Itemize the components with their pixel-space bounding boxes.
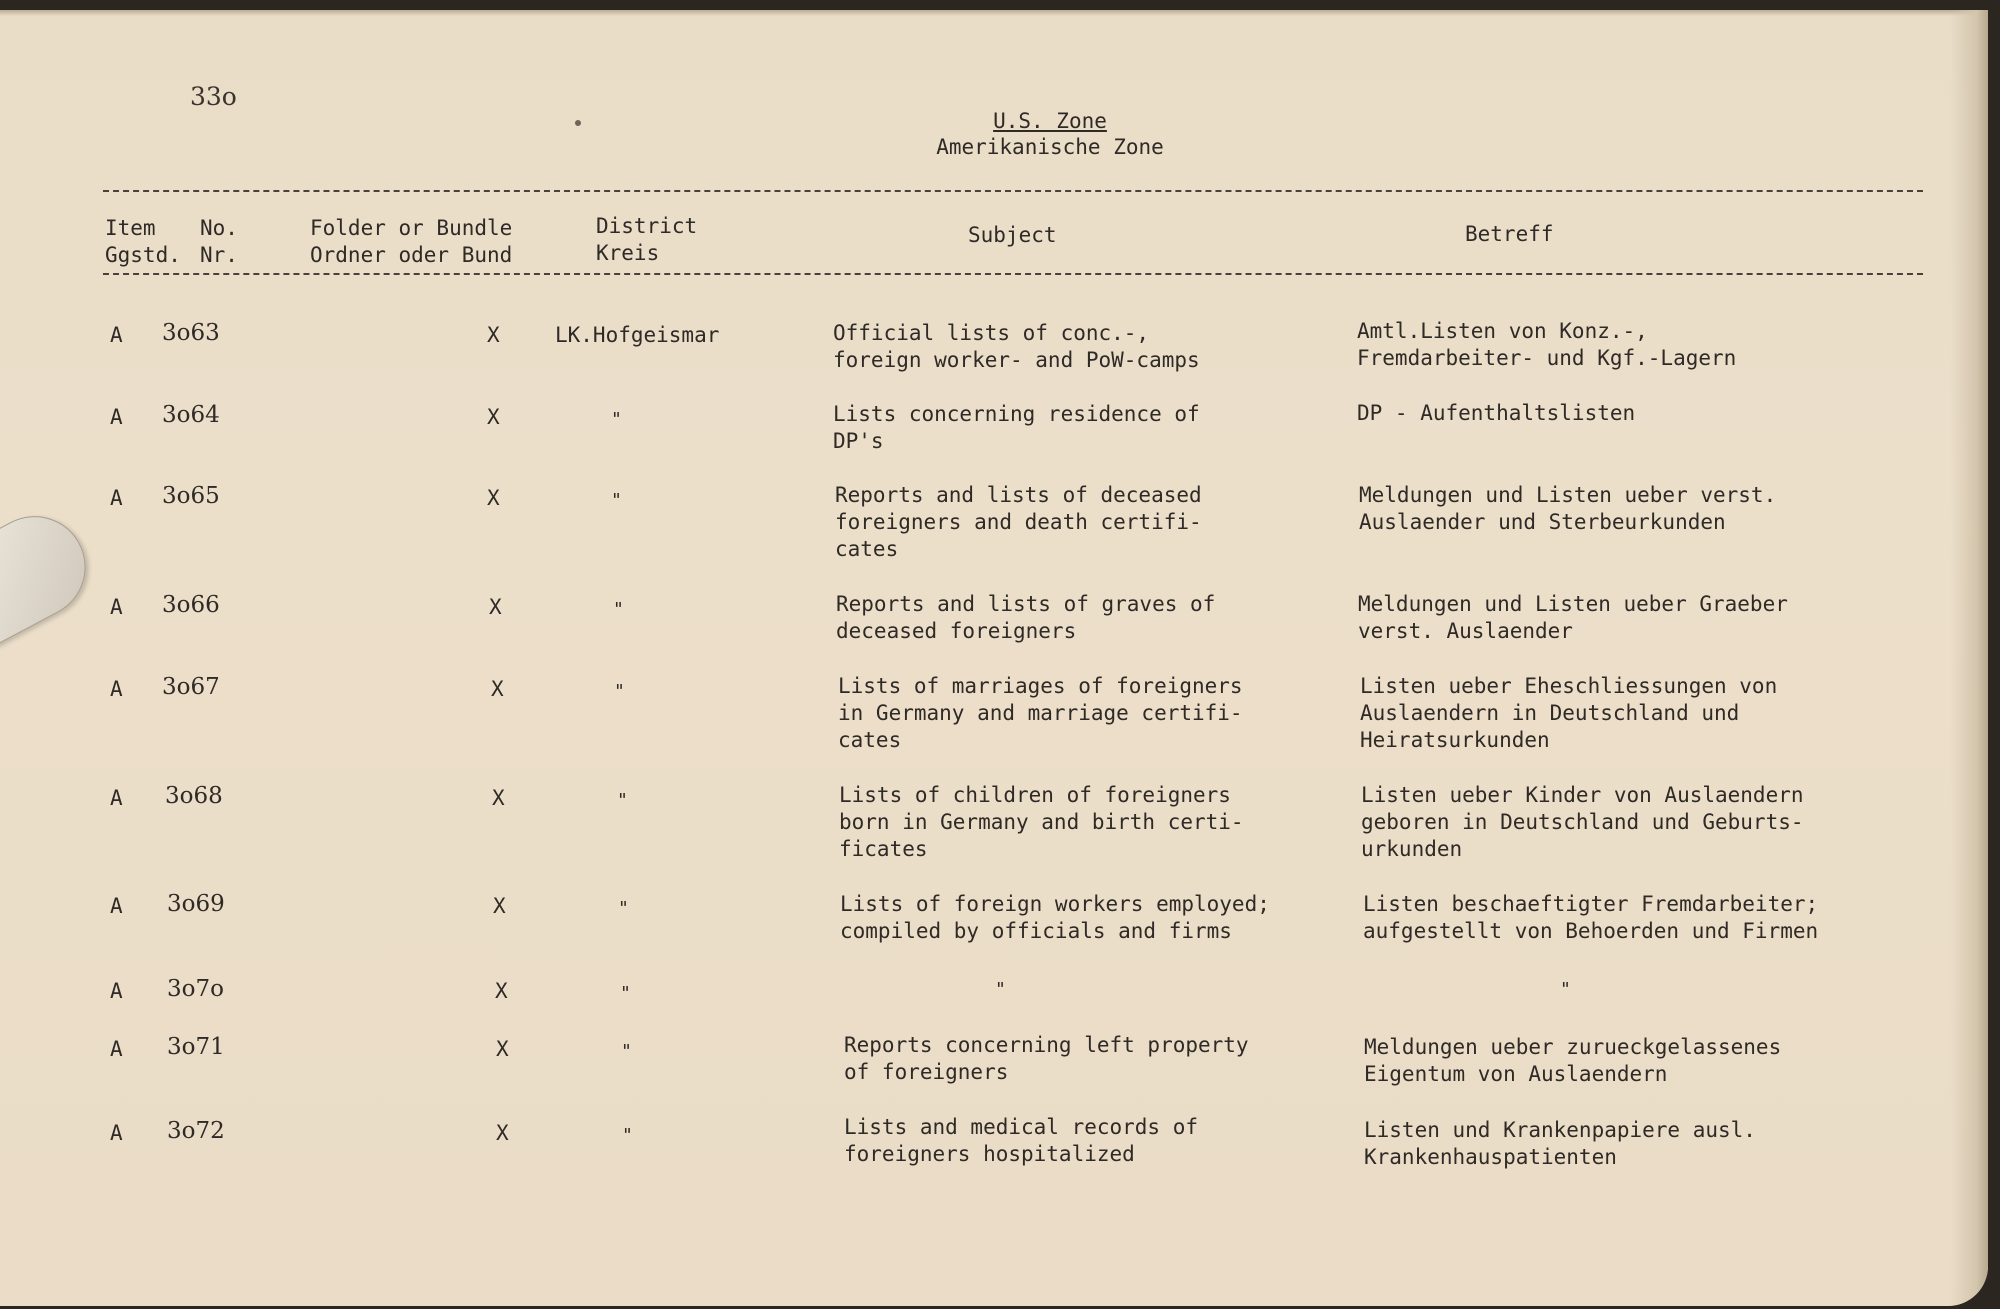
header-top-rule [103, 190, 1923, 192]
header-betreff: Betreff [1465, 222, 1554, 246]
row-district: " [613, 599, 624, 620]
row-item: A [110, 677, 123, 701]
row-subject: Reports and lists of graves of deceased foreigners [836, 592, 1216, 643]
row-folder: X [487, 486, 500, 510]
page-number: 33o [190, 82, 237, 111]
row-betreff: Meldungen und Listen ueber verst. Auslaender und Sterbeurkunden [1359, 483, 1777, 534]
row-subject: Lists of foreign workers employed; compiled by officials and firms [840, 892, 1270, 943]
row-item: A [110, 1037, 123, 1061]
row-district: " [611, 409, 622, 430]
row-district: " [618, 898, 629, 919]
header-item: Item [105, 216, 156, 240]
zone-title-de: Amerikanische Zone [936, 135, 1164, 159]
header-district: District [596, 214, 698, 238]
row-district: " [620, 983, 631, 1004]
row-subject: Official lists of conc.-, foreign worker- and PoW-camps [833, 321, 1200, 372]
row-betreff: Meldungen und Listen ueber Graeber verst. Auslaender [1358, 592, 1788, 643]
header-no-de: Nr. [200, 243, 238, 267]
row-item: A [110, 1121, 123, 1145]
row-folder: X [496, 1121, 509, 1145]
row-subject: Lists and medical records of foreigners hospitalized [844, 1115, 1199, 1166]
row-item: A [110, 486, 123, 510]
row-betreff: Listen ueber Eheschliessungen von Auslaendern in Deutschland und Heiratsurkunden [1360, 674, 1778, 752]
row-folder: X [489, 595, 502, 619]
row-folder: X [492, 786, 505, 810]
row-folder: X [495, 979, 508, 1003]
row-item: A [110, 894, 123, 918]
row-item: A [110, 405, 123, 429]
row-item: A [110, 323, 123, 347]
row-district: LK.Hofgeismar [555, 323, 720, 347]
header-folder: Folder or Bundle [310, 216, 513, 240]
row-folder: X [491, 677, 504, 701]
row-betreff: " [1560, 979, 1571, 1000]
header-no: No. [200, 216, 238, 240]
row-number: 3o68 [165, 783, 223, 809]
speck-mark [575, 120, 581, 126]
row-betreff: Meldungen ueber zurueckgelassenes Eigentum von Auslaendern [1364, 1035, 1782, 1086]
row-betreff: Amtl.Listen von Konz.-, Fremdarbeiter- und Kgf.-Lagern [1357, 319, 1737, 370]
row-folder: X [487, 323, 500, 347]
row-district: " [621, 1041, 632, 1062]
row-subject: Lists of marriages of foreigners in Germany and marriage certifi- cates [838, 674, 1243, 752]
zone-title [900, 108, 1200, 160]
row-district: " [617, 790, 628, 811]
paper-clip [0, 498, 104, 648]
row-number: 3o71 [167, 1034, 225, 1060]
row-district: " [622, 1125, 633, 1146]
page-top-shadow [0, 10, 1988, 16]
row-district: " [611, 490, 622, 511]
header-item-de: Ggstd. [105, 243, 181, 267]
header-folder-de: Ordner oder Bund [310, 243, 513, 267]
row-item: A [110, 979, 123, 1003]
row-subject: Reports concerning left property of foreigners [844, 1033, 1249, 1084]
row-district: " [614, 681, 625, 702]
row-number: 3o67 [162, 674, 220, 700]
row-item: A [110, 786, 123, 810]
row-number: 3o72 [167, 1118, 225, 1144]
row-subject: Lists of children of foreigners born in Germany and birth certi- ficates [839, 783, 1244, 861]
row-number: 3o65 [162, 483, 220, 509]
page-right-shadow [1950, 10, 1988, 1306]
row-betreff: Listen beschaeftigter Fremdarbeiter; aufgestellt von Behoerden und Firmen [1363, 892, 1819, 943]
row-number: 3o7o [167, 976, 224, 1002]
header-bottom-rule [103, 273, 1923, 275]
row-folder: X [496, 1037, 509, 1061]
document-page [0, 10, 1988, 1306]
header-subject: Subject [968, 223, 1057, 247]
row-item: A [110, 595, 123, 619]
row-betreff: Listen und Krankenpapiere ausl. Krankenhauspatienten [1364, 1118, 1756, 1169]
row-folder: X [493, 894, 506, 918]
row-folder: X [487, 405, 500, 429]
row-subject: Reports and lists of deceased foreigners and death certifi- cates [835, 483, 1202, 561]
zone-title-en: U.S. Zone [993, 109, 1107, 133]
row-number: 3o64 [162, 402, 220, 428]
row-betreff: DP - Aufenthaltslisten [1357, 401, 1636, 425]
row-number: 3o63 [162, 320, 220, 346]
row-subject: " [995, 979, 1006, 1000]
row-number: 3o69 [167, 891, 225, 917]
row-number: 3o66 [162, 592, 220, 618]
header-district-de: Kreis [596, 241, 660, 265]
row-subject: Lists concerning residence of DP's [833, 402, 1200, 453]
row-betreff: Listen ueber Kinder von Auslaendern geboren in Deutschland und Geburts- urkunden [1361, 783, 1804, 861]
